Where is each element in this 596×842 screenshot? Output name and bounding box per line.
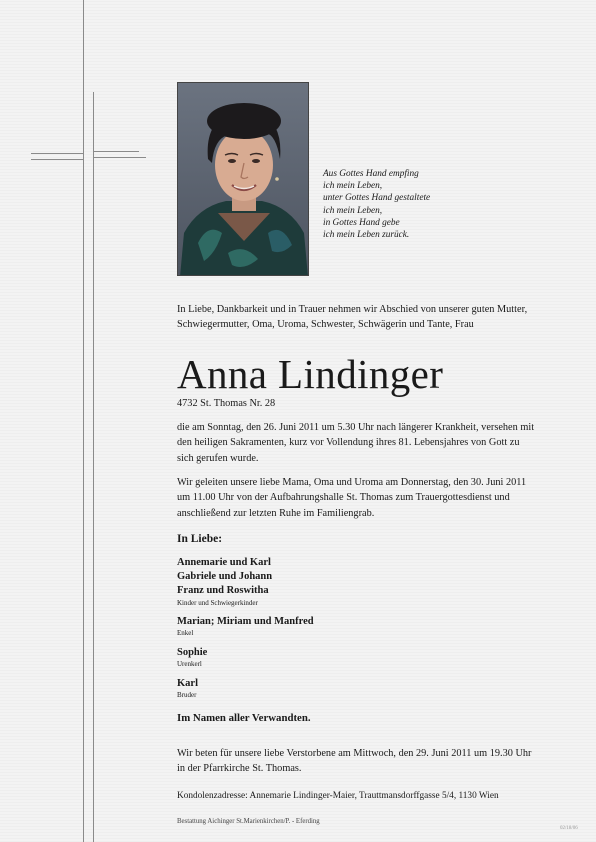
mourners-heading: In Liebe: [177, 533, 223, 545]
mourner-name: Annemarie und Karl [177, 557, 271, 568]
poem-line: ich mein Leben, [323, 205, 383, 216]
mourner-relation: Urenkerl [177, 660, 202, 669]
cross-vertical-right [93, 92, 94, 842]
poem-verse [323, 168, 503, 241]
portrait-photo [177, 82, 309, 276]
poem-line: in Gottes Hand gebe [323, 217, 400, 228]
death-notice: die am Sonntag, den 26. Juni 2011 um 5.30 Uhr nach längerer Krankheit, versehen mit den heiligen Sakramenten, kurz vor Vollendung ihres 81. Lebensjahres von Gott zu sich gerufen wurde. [177, 422, 535, 464]
mourner-relation: Kinder und Schwiegerkinder [177, 598, 258, 607]
mourner-relation: Enkel [177, 629, 194, 638]
mourner-name: Marian; Miriam und Manfred [177, 616, 314, 627]
intro-text: In Liebe, Dankbarkeit und in Trauer nehmen wir Abschied von unserer guten Mutter, Schwiegermutter, Oma, Uroma, Schwester, Schwägerin und Tante, Frau [177, 304, 528, 331]
mourner-name: Gabriele und Johann [177, 571, 273, 583]
deceased-address: 4732 St. Thomas Nr. 28 [177, 398, 276, 409]
cross-horizontal-left-bottom [31, 159, 83, 160]
closing-line: Im Namen aller Verwandten. [177, 712, 311, 724]
mourner-name: Franz und Roswitha [177, 585, 269, 597]
mourner-relation: Bruder [177, 691, 197, 700]
mourner-group-brother [177, 677, 537, 700]
mourner-group-grandchildren [177, 615, 537, 638]
poem-line: ich mein Leben zurück. [323, 230, 410, 241]
portrait-illustration [178, 83, 309, 276]
cross-horizontal-left-top [31, 153, 83, 154]
poem-line: Aus Gottes Hand empfing [323, 169, 419, 179]
print-code: 02/18/06 [560, 826, 578, 831]
mourner-group-great-grandchild [177, 646, 537, 669]
cross-vertical-left [83, 0, 84, 842]
funeral-home-credit: Bestattung Aichinger St.Marienkirchen/P. - Eferding [177, 818, 320, 825]
funeral-notice: Wir geleiten unsere liebe Mama, Oma und Uroma am Donnerstag, den 30. Juni 2011 um 11.00 Uhr von der Aufbahrungshalle St. Thomas zum Trauergottesdienst und anschließend zur letzten Ruhe im Familiengrab. [177, 477, 527, 519]
cross-horizontal-right-bottom [94, 157, 146, 158]
mourner-name: Karl [177, 678, 198, 689]
poem-line: ich mein Leben, [323, 181, 383, 192]
condolence-address: Kondolenzadresse: Annemarie Lindinger-Maier, Trauttmansdorffgasse 5/4, 1130 Wien [177, 791, 499, 801]
mourner-group-children [177, 556, 537, 608]
prayer-notice: Wir beten für unsere liebe Verstorbene am Mittwoch, den 29. Juni 2011 um 19.30 Uhr in der Pfarrkirche St. Thomas. [177, 748, 532, 775]
cross-horizontal-right-top [94, 151, 139, 152]
mourner-name: Sophie [177, 647, 208, 658]
deceased-name: Anna Lindinger [177, 351, 444, 397]
poem-line: unter Gottes Hand gestaltete [323, 193, 431, 204]
